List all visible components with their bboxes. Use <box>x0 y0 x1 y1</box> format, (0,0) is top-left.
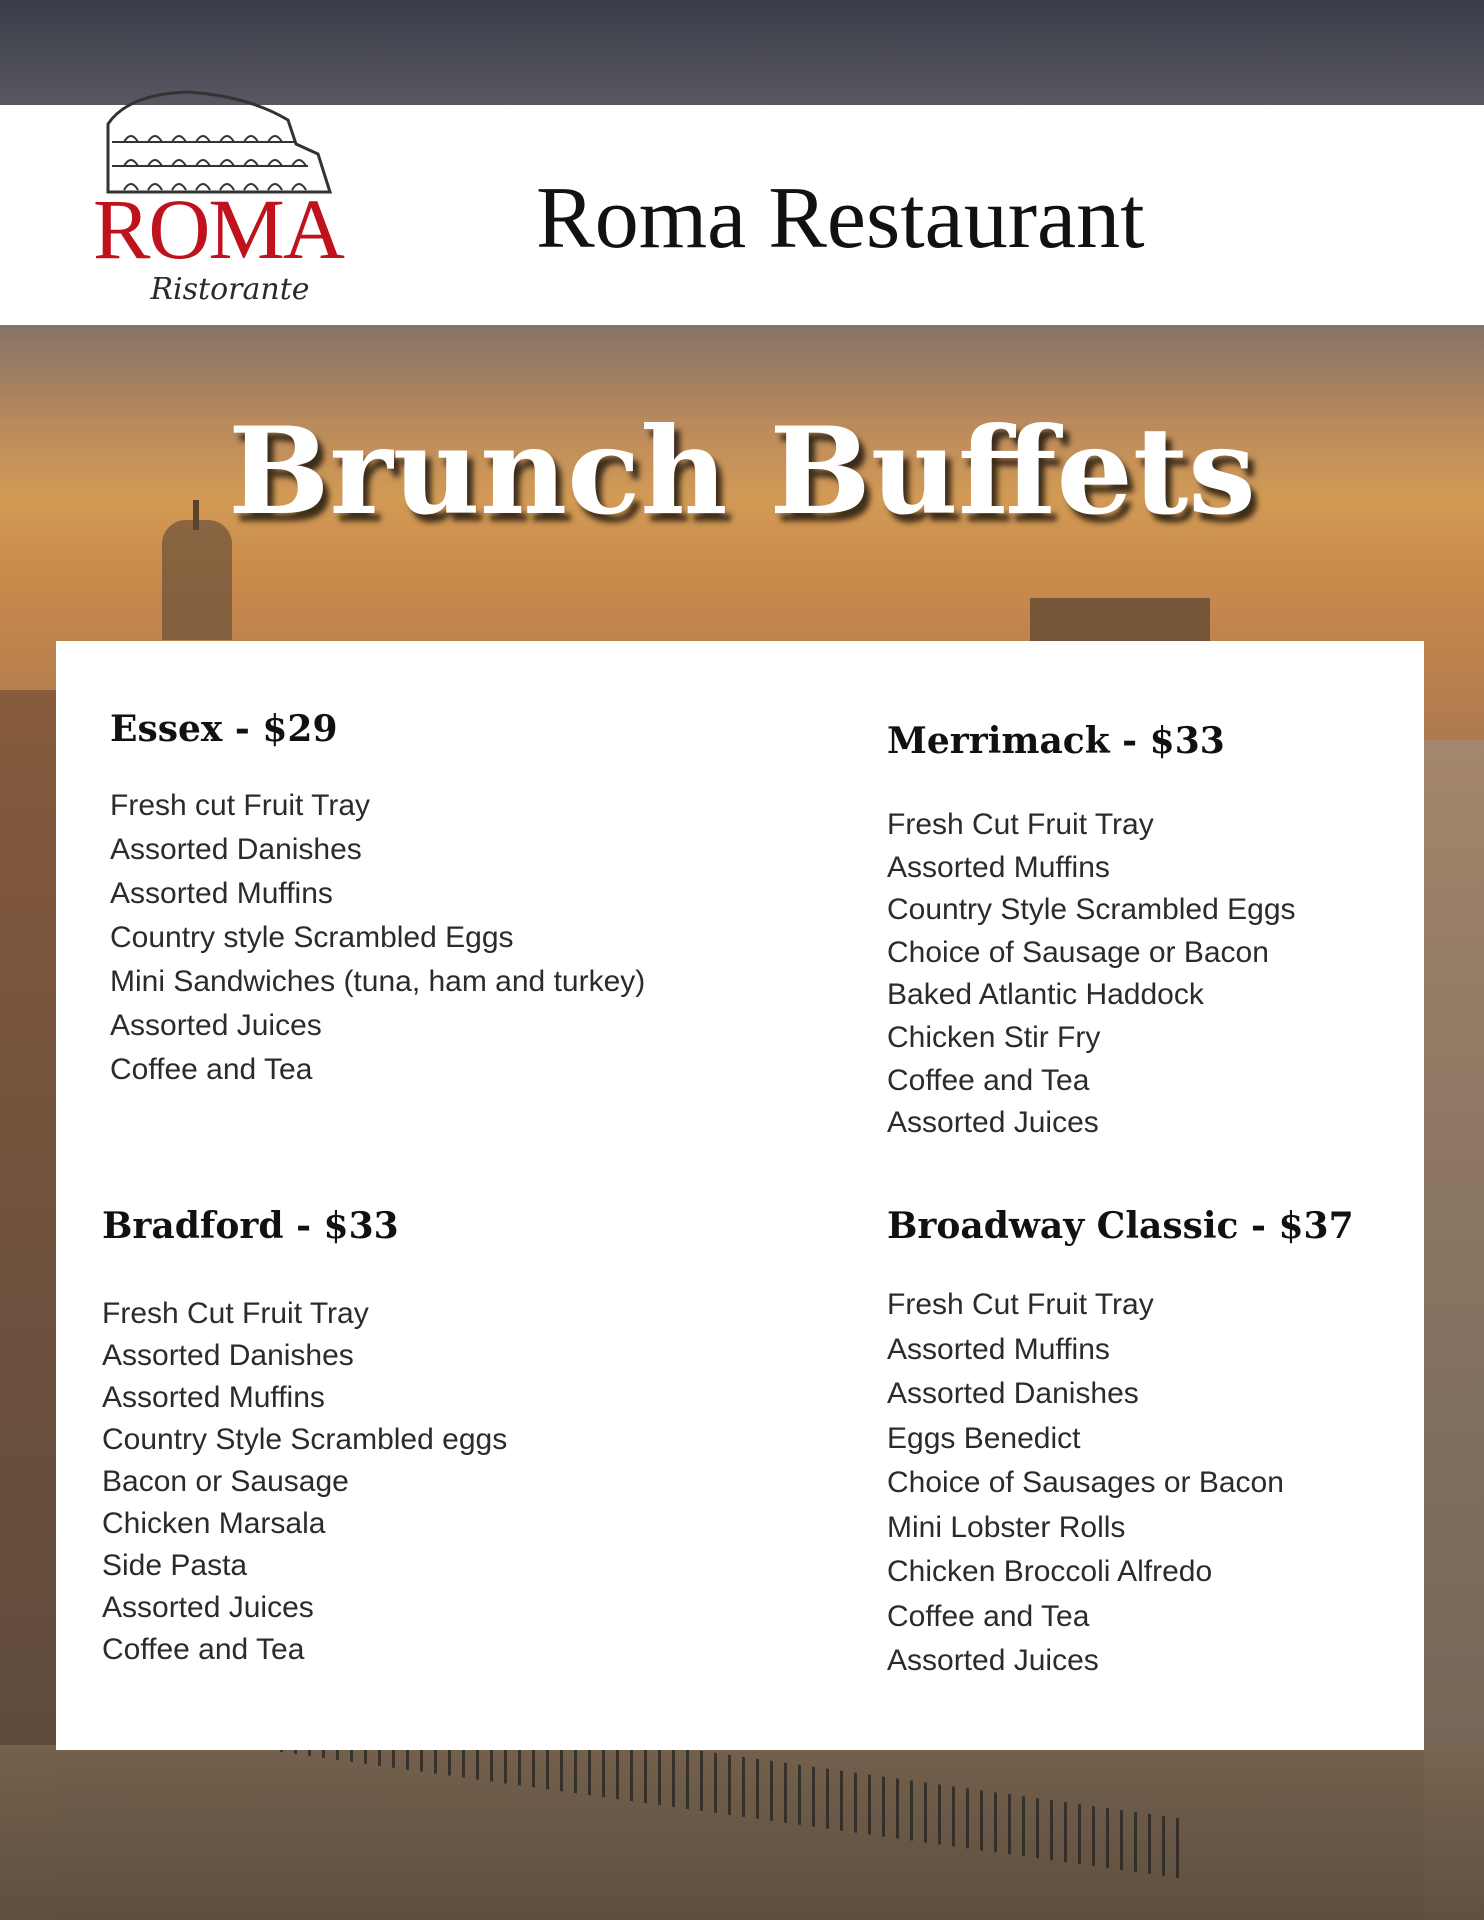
menu-item: Chicken Marsala <box>102 1507 326 1540</box>
menu-item: Assorted Danishes <box>887 1377 1139 1410</box>
ancient-wall <box>0 690 56 1920</box>
colosseum-icon <box>68 84 368 194</box>
menu-item: Chicken Stir Fry <box>887 1020 1101 1054</box>
logo-script: Ristorante <box>150 272 310 307</box>
menu-item: Coffee and Tea <box>110 1053 313 1086</box>
menu-item: Assorted Juices <box>887 1644 1099 1677</box>
page-title: Brunch Buffets <box>228 401 1256 542</box>
menu-item: Choice of Sausages or Bacon <box>887 1466 1284 1499</box>
menu-item: Coffee and Tea <box>102 1633 305 1666</box>
menu-item: Assorted Danishes <box>110 833 362 866</box>
buffet-bradford <box>102 1205 507 1671</box>
roman-column <box>1424 740 1484 1920</box>
menu-item: Fresh Cut Fruit Tray <box>887 1288 1154 1321</box>
menu-item: Eggs Benedict <box>887 1421 1081 1455</box>
menu-item: Assorted Juices <box>110 1009 322 1042</box>
menu-item: Assorted Muffins <box>887 850 1110 884</box>
menu-item: Assorted Juices <box>102 1591 314 1624</box>
menu-item: Choice of Sausage or Bacon <box>887 935 1269 969</box>
buffet-items <box>887 1283 1354 1684</box>
logo-wordmark: ROMA <box>92 181 344 277</box>
menu-item: Fresh Cut Fruit Tray <box>102 1297 369 1330</box>
buffet-title: Bradford - $33 <box>102 1205 399 1247</box>
buffet-essex <box>110 708 645 1092</box>
menu-item: Chicken Broccoli Alfredo <box>887 1555 1213 1588</box>
menu-item: Assorted Muffins <box>887 1332 1110 1366</box>
buffet-items <box>102 1293 507 1671</box>
menu-item: Bacon or Sausage <box>102 1465 349 1498</box>
menu-item: Assorted Muffins <box>102 1381 325 1414</box>
roma-logo <box>68 84 368 324</box>
buffet-title: Essex - $29 <box>110 708 338 750</box>
menu-item: Assorted Danishes <box>102 1339 354 1372</box>
menu-item: Country style Scrambled Eggs <box>110 921 514 954</box>
menu-item: Assorted Juices <box>887 1106 1099 1140</box>
menu-item: Mini Lobster Rolls <box>887 1510 1126 1544</box>
buffet-items <box>887 804 1296 1145</box>
menu-item: Side Pasta <box>102 1549 248 1582</box>
buffet-title: Broadway Classic - $37 <box>887 1205 1354 1247</box>
menu-item: Fresh Cut Fruit Tray <box>887 808 1154 841</box>
menu-item: Coffee and Tea <box>887 1063 1090 1097</box>
restaurant-name: Roma Restaurant <box>536 170 1145 267</box>
menu-item: Fresh cut Fruit Tray <box>110 789 371 822</box>
menu-item: Baked Atlantic Haddock <box>887 978 1204 1012</box>
menu-item: Assorted Muffins <box>110 877 333 910</box>
buffet-broadway-classic <box>887 1205 1354 1684</box>
buffet-title: Merrimack - $33 <box>887 720 1225 762</box>
bell-tower <box>162 520 232 640</box>
buffet-items <box>110 784 645 1092</box>
menu-item: Mini Sandwiches (tuna, ham and turkey) <box>110 965 646 998</box>
menu-item: Country Style Scrambled Eggs <box>887 893 1296 927</box>
menu-item: Coffee and Tea <box>887 1599 1090 1633</box>
menu-item: Country Style Scrambled eggs <box>102 1423 508 1456</box>
buffet-merrimack <box>887 720 1296 1145</box>
ruin-silhouette <box>1030 598 1210 642</box>
